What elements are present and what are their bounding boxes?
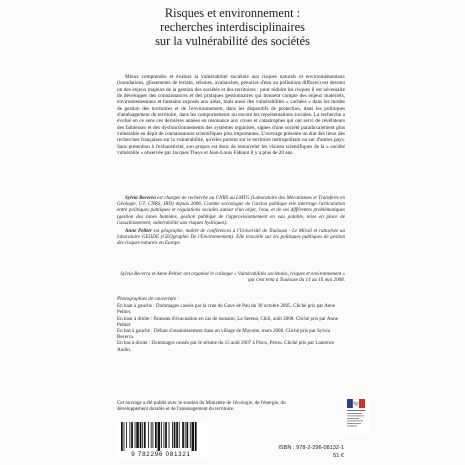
- photo-credit-item: En haut à droite : Panneau d'évacuation en cas de tsunami, La Serena, Chili, août 2008. Cliché pris par Anne Peltier.: [117, 315, 338, 328]
- author-bio-text: est géographe, maître de conférences à l'Université de Toulouse - Le Mirail et rattachée au laboratoire GEODE (GEOgraphie De l'Environnement). Elle travaille sur les politiques publiques de gestion des risques naturels en Europe.: [117, 227, 345, 246]
- barcode-digits: 9 782296 081321: [131, 451, 191, 458]
- author-name: Sylvia Becerra: [125, 195, 156, 201]
- barcode-bar: [126, 422, 127, 448]
- author-bio-peltier: [117, 228, 345, 247]
- barcode-bar: [165, 422, 167, 448]
- barcode-bar: [176, 422, 178, 448]
- ministry-logo: [344, 397, 370, 435]
- barcode-bar: [131, 422, 133, 448]
- book-title: [0, 6, 465, 48]
- barcode-bar: [169, 422, 170, 448]
- barcode-bar: [174, 422, 176, 448]
- marianne-logo-icon: [344, 397, 370, 435]
- cover-photo-credits: [117, 296, 345, 353]
- photo-credit-item: En haut à gauche : Dommages causés par la crue du Gave de Pau du 30 octobre 2005. Cliché pris par Anne Peltier.: [117, 303, 336, 316]
- barcode-bar: [142, 422, 143, 448]
- title-line-1: Risques et environnement :: [164, 6, 301, 20]
- photo-credit-item: En bas à gauche : Défaut d'assainissement dans un village de Mayotte, mars 2008. Cliché pris par Sylvia Becerra.: [117, 328, 330, 341]
- summary-section: [117, 74, 345, 156]
- authors-section: [117, 195, 345, 248]
- photo-credit-item: En bas à droite : Dommages causés par le séisme du 15 août 2007 à Pisco, Pérou. Cliché pris par Laurence Audin.: [117, 340, 335, 353]
- barcode-bars: [115, 422, 207, 451]
- barcode-bar: [185, 422, 186, 448]
- barcode-bar: [192, 422, 195, 451]
- author-bio-becerra: [117, 195, 345, 226]
- colloque-note: Sylvia Becerra et Anne Peltier ont organisé le colloque « Vulnérabilités sociétales, risques et environnement » qui s'est tenu à Toulouse du 14 au 16 mai 2008.: [120, 271, 345, 284]
- ministry-support-note: Cet ouvrage a été publié avec le soutien du Ministère de l'écologie, de l'énergie, du développement durable et de l'aménagement du territoire.: [117, 400, 286, 413]
- barcode-bar: [135, 422, 136, 448]
- barcode-bar: [144, 422, 146, 448]
- barcode-bar: [151, 422, 152, 448]
- barcode-bar: [172, 422, 173, 448]
- barcode-bar: [148, 422, 149, 448]
- barcode-bar: [124, 422, 125, 451]
- barcode-bar: [121, 422, 123, 451]
- author-name: Anne Peltier: [125, 227, 152, 234]
- price-label: 51 €: [333, 453, 344, 459]
- barcode-bar: [130, 422, 131, 448]
- author-bio-text: est chargée de recherche au CNRS au LMTG (Laboratoire des Mécanismes et Transferts en Géologie, UT, CNRS, IRD) depuis 2006. Comme sociologue de l'action publique elle interroge l'articulation entre politiques publiques et régulations sociales autour d'un objet, l'eau, et de ses différentes problématiques (gestion des zones humides, gestion publique de l'approvisionnement en eau potable, mise en place de l'assainissement, vulnérabilité aux risques hydriques).: [117, 195, 345, 226]
- barcode-bar: [158, 422, 161, 451]
- barcode-bar: [140, 422, 142, 448]
- title-line-3: sur la vulnérabilité des sociétés: [155, 34, 310, 48]
- photo-credits-heading: Photographies de couverture :: [117, 296, 180, 302]
- barcode-bar: [164, 422, 165, 448]
- barcode-bar: [186, 422, 188, 448]
- summary-paragraph: Mieux comprendre et évaluer la vulnérabilité sociétale aux risques naturels et environnementaux (inondations, glissements de terrain, séismes, avalanches, pénuries d'eau ou pollutions diffuses) est devenu un des enjeux majeurs de la gestion des sociétés et des territoires : pour réduire les risques il est nécessaire de développer des connaissances et des pratiques gestionnaires qui tiennent compte des enjeux matériels, environnementaux et humains exposés aux aléas, mais aussi des vulnérabilités « cachées » dans les modes de gestion des territoires et de l'environnement, dans les dispositifs de protection, dans les politiques d'aménagement du territoire, dans les comportements ou encore les représentations sociales. La recherche a évolué en ce sens ces dernières années en résonance aux crises et catastrophes qui ont servi de révélateurs des faiblesses et des dysfonctionnements des systèmes organisés, signes d'une société paradoxalement plus vulnérable en dépit de connaissances scientifiques plus importantes. L'ouvrage présente un état des lieux des recherches françaises sur la vulnérabilité, qu'elles portent sur le territoire métropolitain ou sur d'autres pays. Sans prétention à l'exhaustivité, son propos est donc de renouveler les visions scientifiques de la « société vulnérable » observée par Jacques Theys et Jean-Louis Fabiani il y a plus de 20 ans.: [117, 74, 345, 157]
- title-line-2: recherches interdisciplinaires: [160, 20, 305, 34]
- barcode-bar: [179, 422, 180, 448]
- barcode: [115, 422, 207, 458]
- isbn-number: ISBN : 978-2-296-08132-1: [278, 445, 344, 451]
- barcode-bar: [136, 422, 139, 448]
- barcode-bar: [161, 422, 162, 448]
- barcode-bar: [152, 422, 153, 448]
- barcode-bar: [195, 422, 197, 451]
- barcode-bar: [182, 422, 184, 448]
- barcode-bar: [190, 422, 191, 448]
- barcode-bar: [155, 422, 157, 448]
